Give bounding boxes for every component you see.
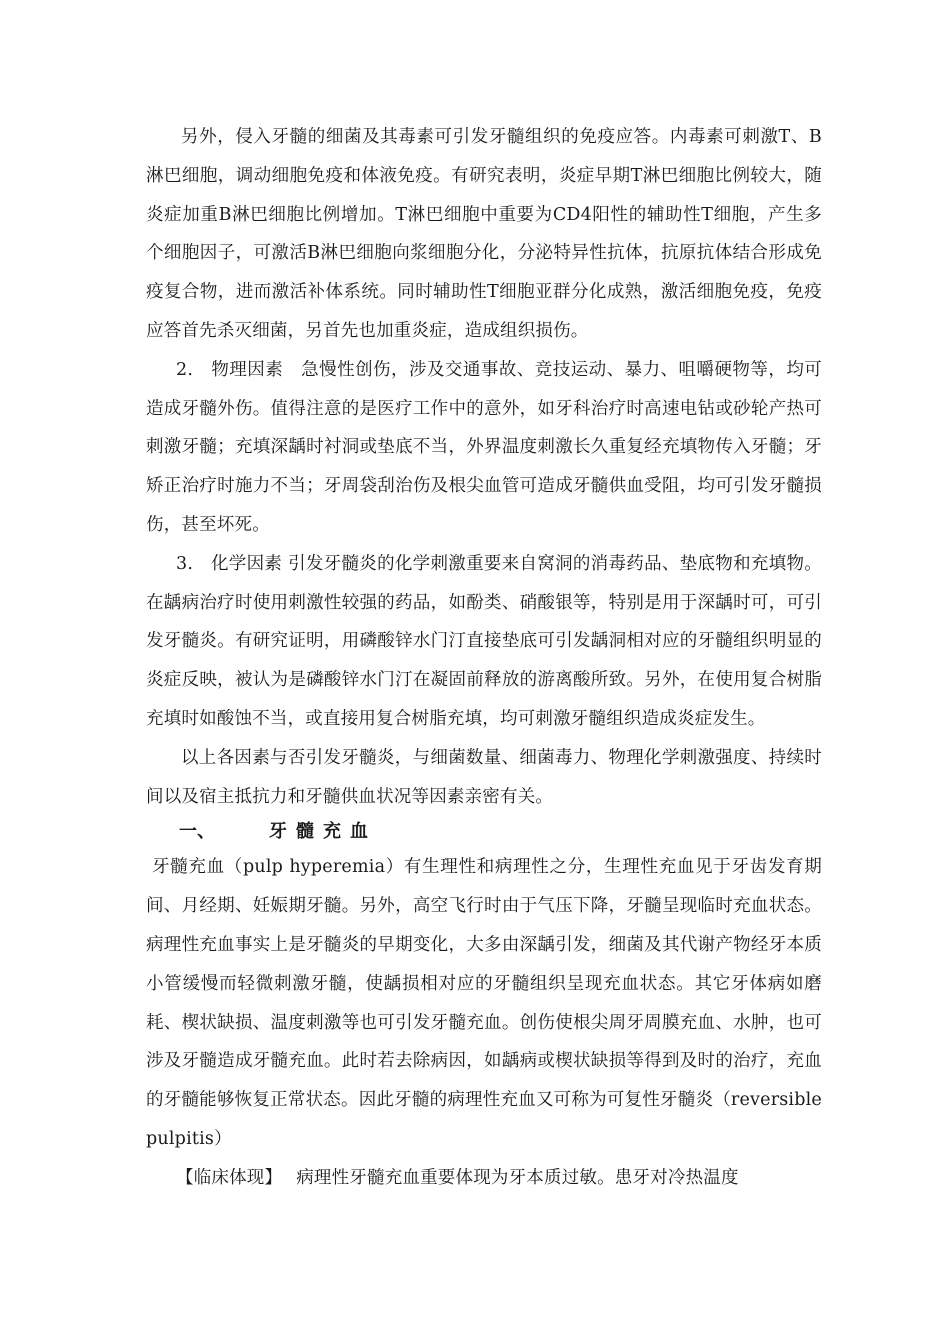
paragraph-clinical-manifestation — [146, 1159, 822, 1198]
paragraph-summary: 以上各因素与否引发牙髓炎，与细菌数量、细菌毒力、物理化学刺激强度、持续时间以及宿主抵抗力和牙髓供血状况等因素亲密有关。 — [146, 747, 822, 807]
section-title: 牙髓充血 — [269, 821, 377, 843]
paragraph-pulp-hyperemia: 牙髓充血（pulp hyperemia）有生理性和病理性之分，生理性充血见于牙齿发育期间、月经期、妊娠期牙髓。另外，高空飞行时由于气压下降，牙髓呈现临时充血状态。病理性充血事实上是牙髓炎的早期变化，大多由深龋引发，细菌及其代谢产物经牙本质小管缓慢而轻微刺激牙髓，使龋损相对应的牙髓组织呈现充血状态。其它牙体病如磨耗、楔状缺损、温度刺激等也可引发牙髓充血。创伤使根尖周牙周膜充血、水肿，也可涉及牙髓造成牙髓充血。此时若去除病因，如龋病或楔状缺损等得到及时的治疗，充血的牙髓能够恢复正常状态。因此牙髓的病理性充血又可称为可复性牙髓炎（reversible pulpitis） — [146, 857, 822, 1149]
document-page — [146, 118, 822, 1198]
paragraph-immune-response: 另外，侵入牙髓的细菌及其毒素可引发牙髓组织的免疫应答。内毒素可刺激T、B淋巴细胞，调动细胞免疫和体液免疫。有研究表明，炎症早期T淋巴细胞比例较大，随炎症加重B淋巴细胞比例增加。T淋巴细胞中重要为CD4阳性的辅助性T细胞，产生多个细胞因子，可激活B淋巴细胞向浆细胞分化，分泌特异性抗体，抗原抗体结合形成免疫复合物，进而激活补体系统。同时辅助性T细胞亚群分化成熟，激活细胞免疫，免疫应答首先杀灭细菌，另首先也加重炎症，造成组织损伤。 — [146, 127, 822, 341]
paragraph-physical-factors: 2. 物理因素 急慢性创伤，涉及交通事故、竞技运动、暴力、咀嚼硬物等，均可造成牙髓外伤。值得注意的是医疗工作中的意外，如牙科治疗时高速电钻或砂轮产热可刺激牙髓；充填深龋时衬洞或垫底不当，外界温度刺激长久重复经充填物传入牙髓；牙矫正治疗时施力不当；牙周袋刮治伤及根尖血管可造成牙髓供血受阻，均可引发牙髓损伤，甚至坏死。 — [146, 359, 822, 535]
clinical-text: 病理性牙髓充血重要体现为牙本质过敏。患牙对冷热温度 — [296, 1167, 739, 1188]
section-number: 一、 — [179, 821, 215, 843]
clinical-label: 【临床体现】 — [176, 1167, 283, 1188]
paragraph-chemical-factors: 3. 化学因素 引发牙髓炎的化学刺激重要来自窝洞的消毒药品、垫底物和充填物。在龋病治疗时使用刺激性较强的药品，如酚类、硝酸银等，特别是用于深龋时可，可引发牙髓炎。有研究证明，用磷酸锌水门汀直接垫底可引发龋洞相对应的牙髓组织明显的炎症反映，被认为是磷酸锌水门汀在凝固前释放的游离酸所致。另外，在使用复合树脂充填时如酸蚀不当，或直接用复合树脂充填，均可刺激牙髓组织造成炎症发生。 — [146, 553, 822, 729]
section-heading — [146, 816, 822, 848]
